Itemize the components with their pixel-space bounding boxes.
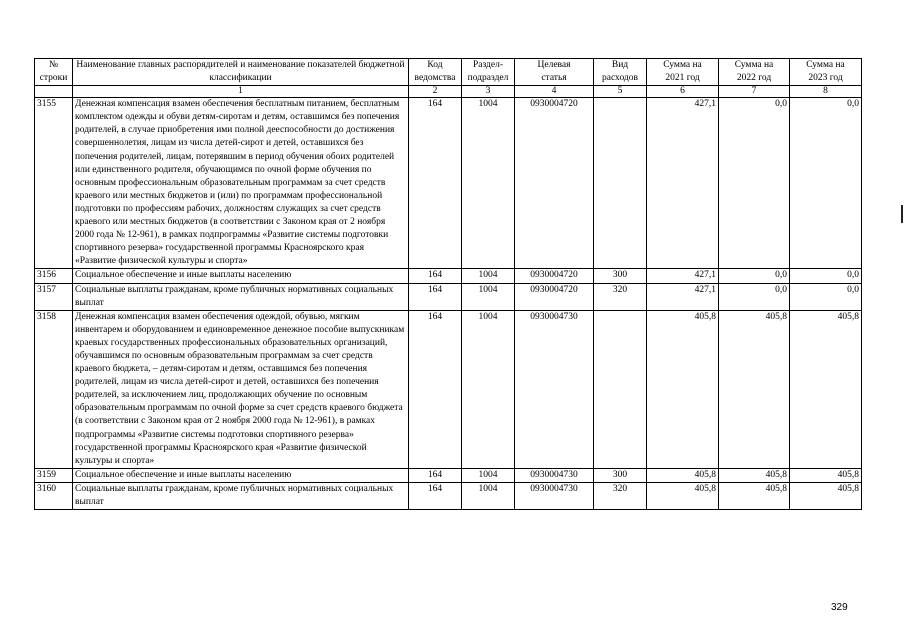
header-col-dept-text: Код ведомства — [414, 60, 456, 84]
row-sum-2022: 405,8 — [719, 468, 790, 482]
index-cell — [35, 86, 73, 98]
row-dept-code: 164 — [409, 283, 462, 310]
row-expense-type: 320 — [594, 482, 647, 509]
row-expense-type: 300 — [594, 468, 647, 482]
row-sum-2021: 427,1 — [647, 283, 719, 310]
row-sum-2022: 0,0 — [719, 283, 790, 310]
table-row — [35, 482, 862, 509]
row-number: 3160 — [35, 482, 73, 509]
row-expense-type — [594, 98, 647, 269]
row-target-code: 0930004730 — [515, 310, 594, 468]
row-number: 3156 — [35, 269, 73, 283]
row-expense-type — [594, 310, 647, 468]
header-col-2022 — [719, 59, 790, 86]
row-section-code: 1004 — [462, 468, 515, 482]
row-sum-2023: 405,8 — [790, 310, 862, 468]
header-col-exp — [594, 59, 647, 86]
column-index-row — [35, 86, 862, 98]
row-sum-2021: 405,8 — [647, 310, 719, 468]
header-col-section-text: Раздел- подраздел — [467, 60, 509, 84]
header-row — [35, 59, 862, 86]
row-section-code: 1004 — [462, 98, 515, 269]
index-cell: 3 — [462, 86, 515, 98]
header-col-exp-text: Вид расходов — [602, 60, 638, 84]
row-number: 3155 — [35, 98, 73, 269]
index-cell: 6 — [647, 86, 719, 98]
table-row — [35, 283, 862, 310]
row-target-code: 0930004720 — [515, 98, 594, 269]
row-dept-code: 164 — [409, 310, 462, 468]
row-sum-2021: 427,1 — [647, 98, 719, 269]
header-col-no — [35, 59, 73, 86]
row-number: 3159 — [35, 468, 73, 482]
row-expense-type: 300 — [594, 269, 647, 283]
row-sum-2023: 0,0 — [790, 269, 862, 283]
row-dept-code: 164 — [409, 98, 462, 269]
header-col-section — [462, 59, 515, 86]
index-cell: 1 — [73, 86, 409, 98]
row-sum-2023: 405,8 — [790, 468, 862, 482]
row-sum-2021: 427,1 — [647, 269, 719, 283]
header-col-2021 — [647, 59, 719, 86]
row-target-code: 0930004720 — [515, 269, 594, 283]
row-name: Денежная компенсация взамен обеспечения одеждой, обувью, мягким инвентарем и оборудованием и единовременное денежное пособие выпускникам краевых государственных профессиональных образовательных организаций, обучавшимся по основным образовательным программам за счет средств краевого бюджета, – детям-сиротам и детям, оставшимся без попечения родителей, лицам из числа детей-сирот и детей, оставшихся без попечения родителей, за исключением лиц, продолжающих обучение по основным образовательным программам по очной форме за счет средств краевого бюджета (в соответствии с Законом края от 2 ноября 2000 года № 12-961), в рамках подпрограммы «Развитие системы подготовки спортивного резерва» государственной программы Красноярского края «Развитие физической культуры и спорта» — [73, 310, 409, 468]
row-sum-2023: 405,8 — [790, 482, 862, 509]
row-sum-2021: 405,8 — [647, 482, 719, 509]
row-sum-2023: 0,0 — [790, 283, 862, 310]
row-expense-type: 320 — [594, 283, 647, 310]
row-section-code: 1004 — [462, 482, 515, 509]
row-sum-2022: 405,8 — [719, 310, 790, 468]
header-col-target-text: Целевая статья — [537, 60, 571, 84]
table-row — [35, 98, 862, 269]
table-row — [35, 310, 862, 468]
row-name: Социальное обеспечение и иные выплаты населению — [73, 269, 409, 283]
row-section-code: 1004 — [462, 269, 515, 283]
row-name: Социальные выплаты гражданам, кроме публичных нормативных социальных выплат — [73, 482, 409, 509]
header-col-2023-text: Сумма на 2023 год — [806, 60, 845, 84]
header-col-2022-text: Сумма на 2022 год — [734, 60, 774, 84]
index-cell: 2 — [409, 86, 462, 98]
index-cell: 7 — [719, 86, 790, 98]
row-name: Социальные выплаты гражданам, кроме публичных нормативных социальных выплат — [73, 283, 409, 310]
row-name: Денежная компенсация взамен обеспечения бесплатным питанием, бесплатным комплектом одежды и обуви детям-сиротам и детям, оставшимся без попечения родителей, в случае приобретения ими полной дееспособности до достижения совершеннолетия, лицам из числа детей-сирот и детей, оставшихся без попечения родителей, лицам, потерявшим в период обучения обоих родителей или единственного родителя, обучающимся по очной форме обучения по основным профессиональным образовательным программам за счет средств краевого или местных бюджетов и (или) по программам профессиональной подготовки по профессиям рабочих, должностям служащих за счет средств краевого или местных бюджетов (в соответствии с Законом края от 2 ноября 2000 года № 12-961), в рамках подпрограммы «Развитие системы подготовки спортивного резерва» государственной программы Красноярского края «Развитие физической культуры и спорта» — [73, 98, 409, 269]
row-target-code: 0930004730 — [515, 482, 594, 509]
page-edge-mark — [901, 205, 903, 223]
row-sum-2022: 0,0 — [719, 98, 790, 269]
row-number: 3158 — [35, 310, 73, 468]
index-cell: 5 — [594, 86, 647, 98]
row-dept-code: 164 — [409, 482, 462, 509]
header-col-target — [515, 59, 594, 86]
budget-table — [34, 58, 862, 510]
row-dept-code: 164 — [409, 269, 462, 283]
row-section-code: 1004 — [462, 283, 515, 310]
row-sum-2022: 405,8 — [719, 482, 790, 509]
row-target-code: 0930004730 — [515, 468, 594, 482]
header-col-2023 — [790, 59, 862, 86]
row-section-code: 1004 — [462, 310, 515, 468]
row-target-code: 0930004720 — [515, 283, 594, 310]
header-col-2021-text: Сумма на 2021 год — [663, 60, 702, 84]
row-sum-2023: 0,0 — [790, 98, 862, 269]
table-row — [35, 468, 862, 482]
row-sum-2022: 0,0 — [719, 269, 790, 283]
row-dept-code: 164 — [409, 468, 462, 482]
header-col-name — [73, 59, 409, 86]
header-col-no-text: № строки — [39, 60, 68, 84]
page-number: 329 — [831, 602, 848, 613]
index-cell: 8 — [790, 86, 862, 98]
header-col-name-text: Наименование главных распорядителей и наименование показателей бюджетной классификации — [76, 60, 405, 84]
row-number: 3157 — [35, 283, 73, 310]
header-col-dept — [409, 59, 462, 86]
row-sum-2021: 405,8 — [647, 468, 719, 482]
row-name: Социальное обеспечение и иные выплаты населению — [73, 468, 409, 482]
index-cell: 4 — [515, 86, 594, 98]
table-row — [35, 269, 862, 283]
